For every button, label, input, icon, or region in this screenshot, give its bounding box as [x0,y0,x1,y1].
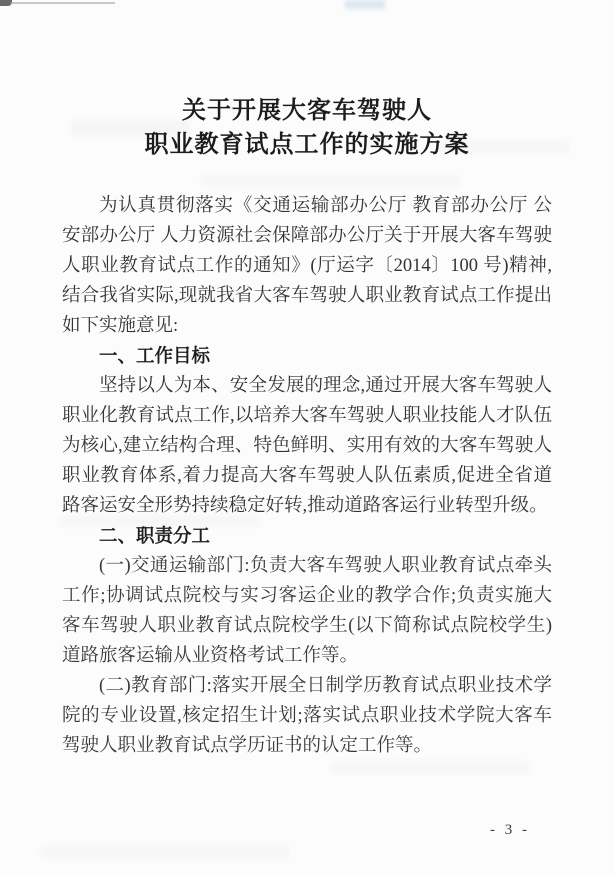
section-2-heading: 二、职责分工 [99,525,211,546]
scan-bleedthrough [200,175,460,187]
scan-bleedthrough [330,760,530,774]
section-1-paragraph: 坚持以人为本、安全发展的理念,通过开展大客车驾驶人职业化教育试点工作,以培养大客车驾驶人职业技能人才队伍为核心,建立结构合理、特色鲜明、实用有效的大客车驾驶人职业教育体系,着力提高大客车驾驶人队伍素质,促进全省道路客运安全形势持续稳定好转,推动道路客运行业转型升级。 [62,376,552,516]
section-2-item-2: (二)教育部门:落实开展全日制学历教育试点职业技术学院的专业设置,核定招生计划;落实试点职业技术学院大客车驾驶人职业教育试点学历证书的认定工作等。 [62,676,552,756]
section-1-heading: 一、工作目标 [99,345,211,366]
scan-edge-mark [0,0,12,6]
scan-smudge [345,0,385,9]
scan-bleedthrough [40,845,290,859]
scan-edge-line [10,2,115,4]
document-title-line-2: 职业教育试点工作的实施方案 [144,131,470,158]
page-number: - 3 - [490,822,530,838]
document-title-line-1: 关于开展大客车驾驶人 [182,97,432,124]
document-title [0,94,614,162]
section-2-item-1: (一)交通运输部门:负责大客车驾驶人职业教育试点牵头工作;协调试点院校与实习客运企业的教学合作;负责实施大客车驾驶人职业教育试点院校学生(以下简称试点院校学生)道路旅客运输从业资格考试工作等。 [62,556,552,666]
intro-paragraph: 为认真贯彻落实《交通运输部办公厅 教育部办公厅 公安部办公厅 人力资源社会保障部办公厅关于开展大客车驾驶人职业教育试点工作的通知》(厅运字〔2014〕100 号)精神,结合我省实际,现就我省大客车驾驶人职业教育试点工作提出如下实施意见: [62,196,552,336]
document-body [62,191,552,761]
